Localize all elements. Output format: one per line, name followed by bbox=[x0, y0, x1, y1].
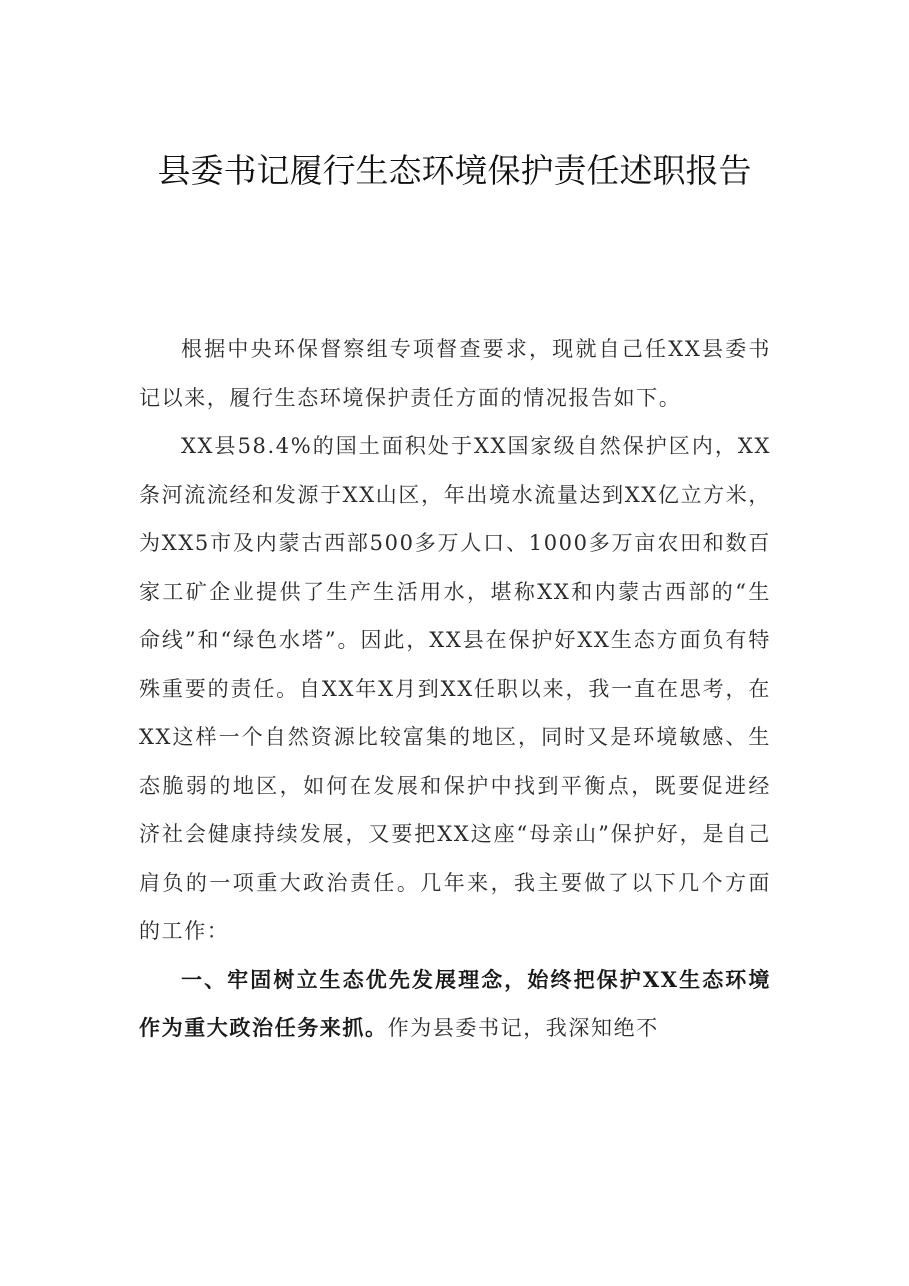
paragraph-intro: 根据中央环保督察组专项督查要求，现就自己任XX县委书记以来，履行生态环境保护责任方面的情况报告如下。 bbox=[139, 337, 771, 410]
section-one-text: 作为县委书记，我深知绝不 bbox=[387, 1016, 659, 1040]
paragraph-background: XX县58.4%的国土面积处于XX国家级自然保护区内，XX条河流流经和发源于XX山区，年出境水流量达到XX亿立方米，为XX5市及内蒙古西部500多万人口、1000多万亩农田和数百家工矿企业提供了生产生活用水，堪称XX和内蒙古西部的“生命线”和“绿色水塔”。因此，XX县在保护好XX生态方面负有特殊重要的责任。自XX年X月到XX任职以来，我一直在思考，在XX这样一个自然资源比较富集的地区，同时又是环境敏感、生态脆弱的地区，如何在发展和保护中找到平衡点，既要促进经济社会健康持续发展，又要把XX这座“母亲山”保护好，是自己肩负的一项重大政治责任。几年来，我主要做了以下几个方面的工作： bbox=[139, 434, 771, 943]
section-one-heading: 一、牢固树立生态优先发展理念，始终把保护XX生态环境作为重大政治任务来抓。 bbox=[139, 966, 771, 1040]
paragraph-section-one bbox=[139, 956, 771, 1053]
document-body bbox=[139, 325, 771, 1053]
document-title: 县委书记履行生态环境保护责任述职报告 bbox=[157, 151, 752, 190]
